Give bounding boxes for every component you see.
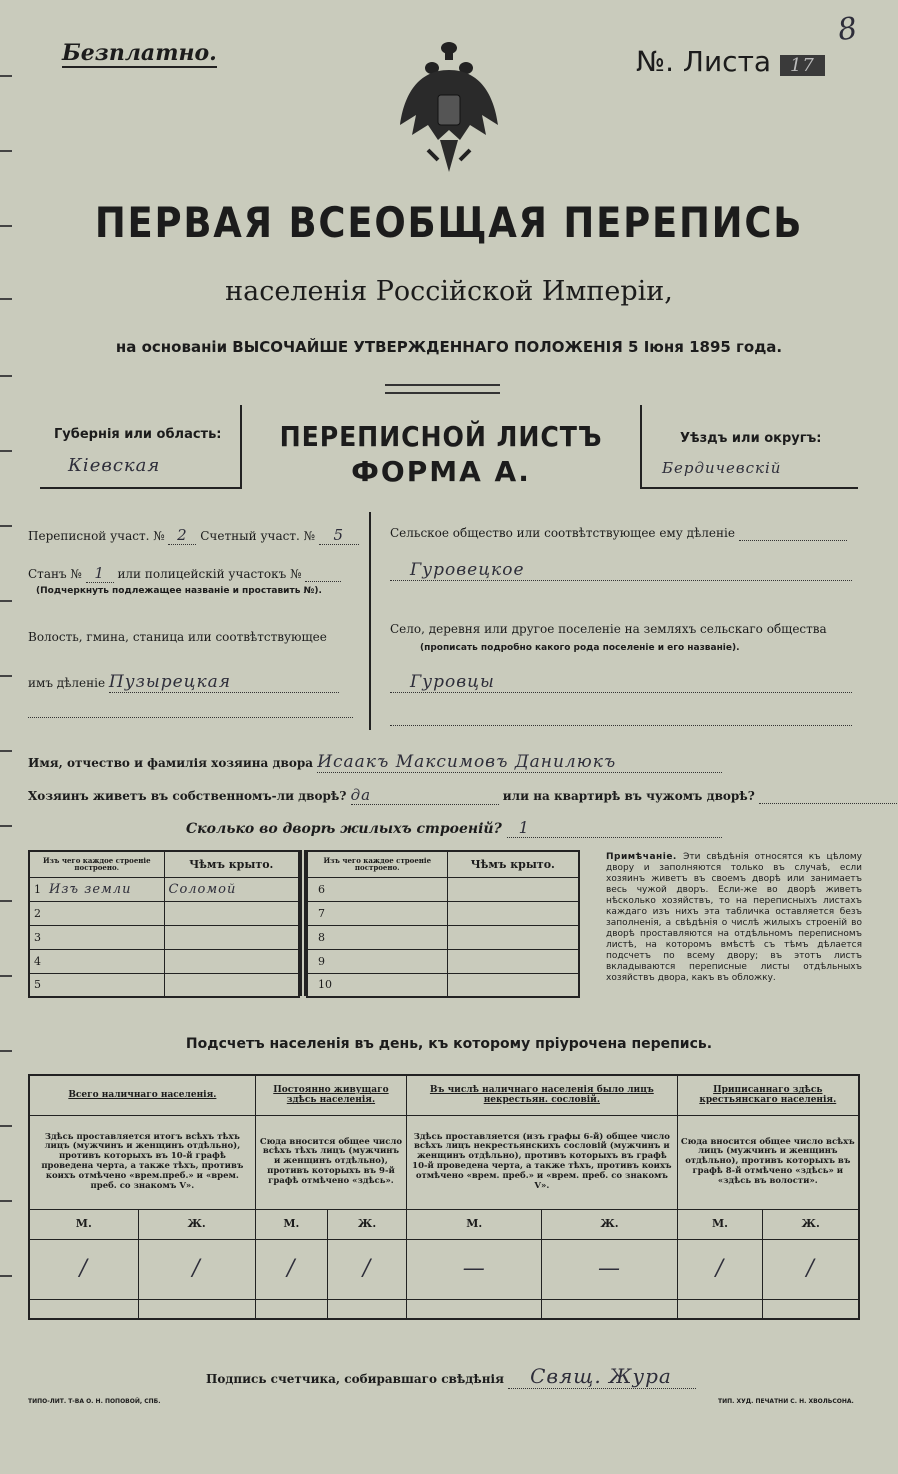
building-roof bbox=[447, 925, 579, 949]
building-material-cell bbox=[29, 973, 164, 997]
table-row bbox=[307, 973, 579, 997]
col-material-head: Изъ чего каждое строеніе построено. bbox=[307, 851, 447, 877]
female-label: Ж. bbox=[138, 1209, 255, 1239]
table-row bbox=[29, 925, 299, 949]
building-material-cell bbox=[29, 877, 164, 901]
building-roof bbox=[447, 949, 579, 973]
population-col-head: Постоянно живущаго здѣсь населенія. bbox=[255, 1075, 406, 1115]
sheet-number-value: 17 bbox=[780, 55, 825, 76]
form-name-line2: ФОРМА А. bbox=[351, 455, 531, 488]
table-row bbox=[307, 877, 579, 901]
village-note: (прописать подробно какого рода поселеніе и его названіе). bbox=[420, 643, 740, 653]
population-mf-row bbox=[29, 1209, 859, 1239]
form-box-left bbox=[40, 405, 242, 489]
building-material-cell bbox=[29, 949, 164, 973]
row-number: 7 bbox=[318, 906, 325, 920]
building-roof bbox=[164, 949, 299, 973]
own-yard-row: Хозяинъ живетъ въ собственномъ-ли дворѣ? да или на квартирѣ въ чужомъ дворѣ? bbox=[28, 786, 898, 805]
male-label: М. bbox=[29, 1209, 138, 1239]
population-col-desc: Здѣсь проставляется (изъ графы 6-й) общее число всѣхъ лицъ некрестьянскихъ сословій (мужчинъ и женщинъ отдѣльно), противъ которыхъ въ графѣ 10-й проведена черта, а также тѣхъ, противъ коихъ отмѣчено «врем. преб.» и «врем. преб. со знакомъ V». bbox=[407, 1115, 677, 1209]
male-label: М. bbox=[677, 1209, 763, 1239]
male-label: М. bbox=[255, 1209, 327, 1239]
note-text: Эти свѣдѣнія относятся къ цѣлому двору и заполняются только въ случаѣ, если хозяинъ живетъ въ своемъ дворѣ или занимаетъ весь чужой дворъ. Если-же во дворѣ живетъ нѣсколько хозяйствъ, то на переписныхъ листахъ каждаго изъ нихъ эта табличка оставляется безъ заполненія, а свѣдѣнія о числѣ жилыхъ строеній во дворѣ проставляются на отдѣльномъ переписномъ листѣ, на которомъ вмѣстѣ съ тѣмъ дѣлается подсчетъ по всему двору; въ этотъ листъ вкладываются переписные листы отдѣльныхъ хозяйствъ двора, какъ въ обложку. bbox=[606, 852, 862, 983]
margin-tick bbox=[0, 150, 12, 152]
buildings-table-right-body bbox=[307, 877, 579, 997]
corner-mark: 8 bbox=[835, 10, 861, 49]
row-number: 6 bbox=[318, 882, 325, 896]
society-row: Сельское общество или соотвѣтствующее ему дѣленіе bbox=[390, 526, 847, 541]
uchastok-row: Переписной участ. № 2 Счетный участ. № 5 bbox=[28, 526, 359, 545]
margin-tick bbox=[0, 825, 12, 827]
row-number: 1 bbox=[34, 882, 41, 896]
building-roof bbox=[447, 901, 579, 925]
population-spacer-row bbox=[29, 1299, 859, 1319]
population-col-desc: Здѣсь проставляется итогъ всѣхъ тѣхъ лицъ (мужчинъ и женщинъ отдѣльно), противъ которыхъ въ 10-й графѣ проведена черта, а также тѣхъ, противъ коихъ отмѣчено «врем.преб.» и «врем. преб. со знакомъ V». bbox=[29, 1115, 255, 1209]
building-material-cell bbox=[29, 925, 164, 949]
population-table bbox=[28, 1074, 860, 1320]
village-extra-line bbox=[390, 724, 852, 726]
table-row bbox=[29, 949, 299, 973]
population-title: Подсчетъ населенія въ день, къ которому пріурочена перепись. bbox=[185, 1036, 713, 1052]
population-desc-row bbox=[29, 1115, 859, 1209]
village-value: Гуровцы bbox=[390, 672, 852, 693]
margin-tick bbox=[0, 750, 12, 752]
margin-tick bbox=[0, 375, 12, 377]
uchastok-value: 2 bbox=[168, 526, 196, 545]
signature-row: Подпись счетчика, собиравшаго свѣдѣнія Свящ. Жура bbox=[206, 1364, 696, 1389]
ornament-divider bbox=[385, 384, 500, 394]
female-label: Ж. bbox=[763, 1209, 859, 1239]
free-label: Безплатно. bbox=[62, 40, 217, 66]
margin-tick bbox=[0, 450, 12, 452]
table-row bbox=[29, 901, 299, 925]
male-count: / bbox=[677, 1239, 763, 1299]
population-col-head: Приписаннаго здѣсь крестьянскаго населенія. bbox=[677, 1075, 859, 1115]
female-count: — bbox=[542, 1239, 677, 1299]
population-value-row bbox=[29, 1239, 859, 1299]
own-yard-value: да bbox=[351, 786, 499, 805]
printer-left: ТИПО-ЛИТ. Т-ВА О. Н. ПОПОВОЙ, СПБ. bbox=[28, 1398, 161, 1405]
society-value: Гуровецкое bbox=[390, 560, 852, 581]
table-row bbox=[307, 901, 579, 925]
basis-line: на основаніи ВЫСОЧАЙШЕ УТВЕРЖДЕННАГО ПОЛОЖЕНІЯ 5 Іюня 1895 года. bbox=[115, 338, 783, 356]
building-material-cell bbox=[29, 901, 164, 925]
schetny-value: 5 bbox=[319, 526, 359, 545]
uezd-label: Уѣздъ или округъ: bbox=[680, 431, 822, 446]
buildings-row: Сколько во дворѣ жилыхъ строеній? 1 bbox=[186, 818, 722, 838]
sub-title: населенія Россійской Имперіи, bbox=[225, 276, 673, 307]
table-row bbox=[307, 949, 579, 973]
col-roof-head: Чѣмъ крыто. bbox=[447, 851, 579, 877]
volost-row: имъ дѣленіе Пузырецкая bbox=[28, 672, 339, 693]
buildings-value: 1 bbox=[507, 818, 722, 838]
male-count: / bbox=[29, 1239, 138, 1299]
margin-tick bbox=[0, 900, 12, 902]
col-material-head: Изъ чего каждое строеніе построено. bbox=[29, 851, 164, 877]
margin-tick bbox=[0, 975, 12, 977]
stan-row: Станъ № 1 или полицейскій участокъ № bbox=[28, 564, 341, 583]
building-material-cell bbox=[307, 901, 447, 925]
rented-line bbox=[759, 789, 898, 804]
table-row bbox=[29, 877, 299, 901]
building-material-cell bbox=[307, 877, 447, 901]
column-divider bbox=[369, 512, 371, 730]
signature-value: Свящ. Жура bbox=[508, 1364, 696, 1389]
row-number: 4 bbox=[34, 954, 41, 968]
owner-value: Исаакъ Максимовъ Данилюкъ bbox=[317, 752, 722, 773]
printer-right: ТИП. ХУД. ПЕЧАТНИ С. Н. ХВОЛЬСОНА. bbox=[718, 1398, 854, 1405]
table-row bbox=[29, 973, 299, 997]
sheet-number: №. Листа 17 bbox=[636, 45, 825, 78]
row-number: 10 bbox=[318, 978, 332, 992]
female-label: Ж. bbox=[542, 1209, 677, 1239]
row-number: 3 bbox=[34, 930, 41, 944]
building-roof bbox=[164, 925, 299, 949]
building-material-cell bbox=[307, 973, 447, 997]
margin-tick bbox=[0, 225, 12, 227]
uezd-value: Бердичевскій bbox=[662, 459, 782, 477]
margin-tick bbox=[0, 600, 12, 602]
buildings-table-right bbox=[306, 850, 580, 998]
margin-tick bbox=[0, 75, 12, 77]
gubernia-label: Губернія или область: bbox=[54, 427, 222, 442]
form-box-right bbox=[640, 405, 858, 489]
form-name-line1: ПЕРЕПИСНОЙ ЛИСТЪ bbox=[279, 420, 603, 453]
owner-row: Имя, отчество и фамилія хозяина двора Исаакъ Максимовъ Данилюкъ bbox=[28, 752, 722, 773]
male-count: / bbox=[255, 1239, 327, 1299]
row-number: 8 bbox=[318, 930, 325, 944]
underline-note: (Подчеркнуть подлежащее названіе и проставить №). bbox=[36, 586, 322, 596]
male-label: М. bbox=[407, 1209, 542, 1239]
margin-tick bbox=[0, 1275, 12, 1277]
row-number: 2 bbox=[34, 906, 41, 920]
building-material: Изъ земли bbox=[49, 881, 132, 897]
building-roof bbox=[164, 973, 299, 997]
main-title: ПЕРВАЯ ВСЕОБЩАЯ ПЕРЕПИСЬ bbox=[94, 198, 804, 247]
population-col-head: Въ числѣ наличнаго населенія было лицъ некрестьян. сословій. bbox=[407, 1075, 677, 1115]
male-count: — bbox=[407, 1239, 542, 1299]
police-value-line bbox=[305, 567, 341, 582]
building-material-cell bbox=[307, 925, 447, 949]
row-number: 5 bbox=[34, 978, 41, 992]
female-count: / bbox=[138, 1239, 255, 1299]
volost-label: Волость, гмина, станица или соотвѣтствующее bbox=[28, 630, 327, 644]
margin-tick bbox=[0, 675, 12, 677]
buildings-table-left bbox=[28, 850, 300, 998]
society-line bbox=[739, 526, 847, 541]
building-roof bbox=[447, 877, 579, 901]
population-head-row bbox=[29, 1075, 859, 1115]
margin-tick bbox=[0, 1125, 12, 1127]
volost-extra-line bbox=[28, 716, 353, 718]
building-roof bbox=[164, 901, 299, 925]
margin-tick bbox=[0, 1200, 12, 1202]
village-label: Село, деревня или другое поселеніе на земляхъ сельскаго общества bbox=[390, 622, 827, 636]
row-number: 9 bbox=[318, 954, 325, 968]
table-row bbox=[307, 925, 579, 949]
volost-value: Пузырецкая bbox=[109, 672, 339, 693]
imperial-eagle-emblem bbox=[398, 40, 500, 180]
female-label: Ж. bbox=[327, 1209, 406, 1239]
population-col-desc: Сюда вносится общее число всѣхъ тѣхъ лицъ (мужчинъ и женщинъ отдѣльно), противъ которыхъ въ 9-й графѣ отмѣчено «здѣсь». bbox=[255, 1115, 406, 1209]
female-count: / bbox=[763, 1239, 859, 1299]
form-name bbox=[242, 420, 640, 488]
population-col-desc: Сюда вносится общее число всѣхъ лицъ (мужчинъ и женщинъ отдѣльно), противъ которыхъ въ графѣ 8-й отмѣчено «здѣсь» и «здѣсь въ волости». bbox=[677, 1115, 859, 1209]
note-head: Примѣчаніе. bbox=[606, 852, 677, 862]
gubernia-value: Кіевская bbox=[68, 455, 161, 476]
building-roof bbox=[447, 973, 579, 997]
col-roof-head: Чѣмъ крыто. bbox=[164, 851, 299, 877]
note-block bbox=[606, 852, 862, 984]
buildings-table-left-body bbox=[29, 877, 299, 997]
margin-tick bbox=[0, 525, 12, 527]
stan-value: 1 bbox=[86, 564, 114, 583]
building-roof: Соломой bbox=[164, 877, 299, 901]
female-count: / bbox=[327, 1239, 406, 1299]
population-col-head: Всего наличнаго населенія. bbox=[29, 1075, 255, 1115]
building-material-cell bbox=[307, 949, 447, 973]
